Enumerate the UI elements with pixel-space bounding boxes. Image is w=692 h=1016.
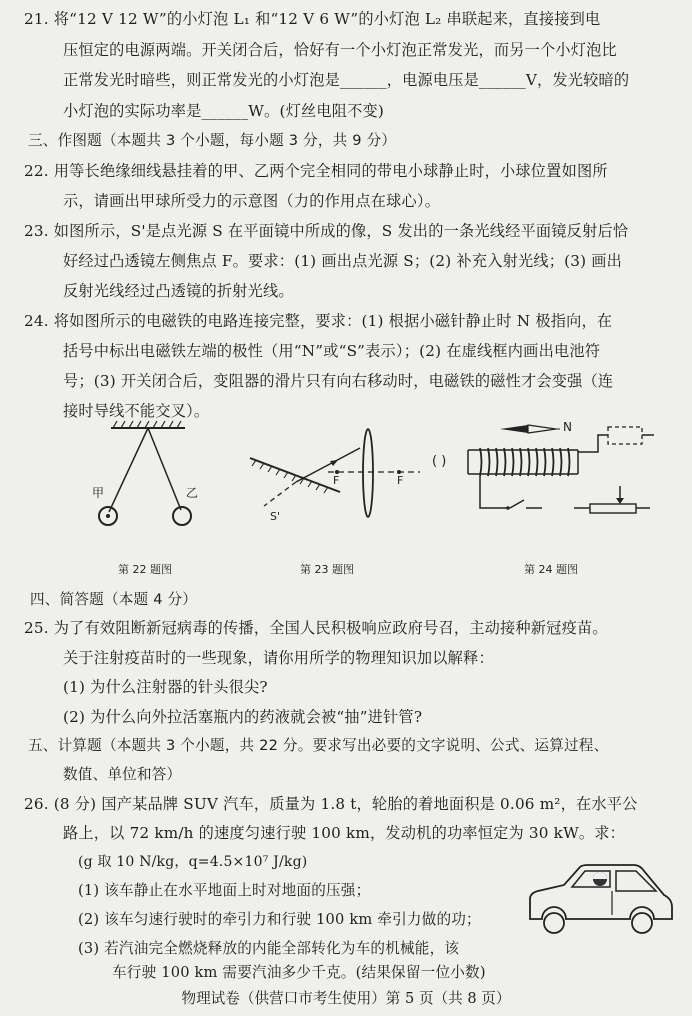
q26-sub-3-cont: 车行驶 100 km 需要汽油多少千克。(结果保留一位小数) xyxy=(112,964,486,981)
virtual-ray xyxy=(264,482,296,506)
q23-line-1: 23. 如图所示，S'是点光源 S 在平面镜中所成的像，S 发出的一条光线经平面镜反射后恰 xyxy=(24,222,629,240)
convex-lens xyxy=(363,429,373,517)
battery-box xyxy=(608,427,642,444)
car-window-rear xyxy=(616,871,656,891)
thread-left xyxy=(109,428,148,512)
q23-line-3: 反射光线经过凸透镜的折射光线。 xyxy=(63,282,294,300)
q25-sub-1: (1) 为什么注射器的针头很尖? xyxy=(63,678,268,696)
ball-jia-center xyxy=(106,514,110,518)
reflected-ray xyxy=(296,448,360,482)
q24-line-2: 括号中标出电磁铁左端的极性（用“N”或“S”表示）；(2) 在虚线框内画出电池符 xyxy=(63,342,601,360)
pole-bracket: ( ) xyxy=(432,454,447,469)
q21-line-1: 21. 将“12 V 12 W”的小灯泡 L₁ 和“12 V 6 W”的小灯泡 L₂ 串联起来，直接接到电 xyxy=(24,10,601,28)
q26-constants: (g 取 10 N/kg，q=4.5×10⁷ J/kg) xyxy=(78,854,308,870)
magnet-needle-dark xyxy=(500,425,528,433)
figure-23 xyxy=(242,420,422,530)
q21-line-2: 压恒定的电源两端。开关闭合后，恰好有一个小灯泡正常发光，而另一个小灯泡比 xyxy=(63,41,617,59)
car-illustration xyxy=(522,855,682,945)
ray-arrow xyxy=(330,460,338,466)
figure-24 xyxy=(460,420,660,530)
q26-line-2: 路上，以 72 km/h 的速度匀速行驶 100 km，发动机的功率恒定为 30 kW。求： xyxy=(63,824,626,842)
q25-line-1: 25. 为了有效阻断新冠病毒的传播，全国人民积极响应政府号召，主动接种新冠疫苗。 xyxy=(24,619,608,637)
wheel-front xyxy=(544,913,564,933)
label-s-prime: S' xyxy=(270,510,281,523)
wires xyxy=(480,435,654,508)
q26-sub-2: (2) 该车匀速行驶时的牵引力和行驶 100 km 牵引力做的功； xyxy=(78,911,481,928)
rheostat xyxy=(590,504,636,513)
switch-blade xyxy=(510,500,524,508)
section-5-heading-cont: 数值、单位和答） xyxy=(63,766,182,783)
section-4-heading: 四、简答题（本题 4 分） xyxy=(30,591,198,608)
ceiling-hatch xyxy=(113,421,181,428)
section-5-heading: 五、计算题（本题共 3 个小题，共 22 分。要求写出必要的文字说明、公式、运算过程、 xyxy=(28,737,609,754)
q24-line-3: 号；(3) 开关闭合后，变阻器的滑片只有向右移动时，电磁铁的磁性才会变强（连 xyxy=(63,372,614,390)
q25-sub-2: (2) 为什么向外拉活塞瓶内的药液就会被“抽”进针管? xyxy=(63,708,423,726)
caption-fig24: 第 24 题图 xyxy=(524,563,578,576)
slider-arrow xyxy=(616,498,624,504)
q22-line-2: 示，请画出甲球所受力的示意图（力的作用点在球心）。 xyxy=(63,192,441,210)
thread-right xyxy=(148,428,181,510)
q21-line-3: 正常发光时暗些，则正常发光的小灯泡是______，电源电压是______V，发光较暗的 xyxy=(63,71,630,89)
section-3-heading: 三、作图题（本题共 3 个小题，每小题 3 分，共 9 分） xyxy=(28,132,397,149)
q24-line-4: 接时导线不能交叉）。 xyxy=(63,402,210,420)
figure-22 xyxy=(95,420,215,540)
label-f-left: F xyxy=(333,474,340,487)
ball-yi xyxy=(173,507,191,525)
q26-sub-1: (1) 该车静止在水平地面上时对地面的压强； xyxy=(78,882,371,899)
driver-face xyxy=(593,872,607,879)
caption-fig22: 第 22 题图 xyxy=(118,563,172,576)
magnet-needle-light xyxy=(528,425,556,433)
q21-line-4: 小灯泡的实际功率是______W。(灯丝电阻不变) xyxy=(63,102,385,120)
q23-line-2: 好经过凸透镜左侧焦点 F。要求：(1) 画出点光源 S；(2) 补充入射光线；(3) 画出 xyxy=(63,252,623,270)
q25-line-2: 关于注射疫苗时的一些现象，请你用所学的物理知识加以解释： xyxy=(63,649,494,667)
wheel-rear xyxy=(632,913,652,933)
q26-line-1: 26. (8 分) 国产某品牌 SUV 汽车，质量为 1.8 t，轮胎的着地面积是 0.06 m²，在水平公 xyxy=(24,795,638,813)
label-n: N xyxy=(563,420,572,434)
label-jia: 甲 xyxy=(92,486,105,500)
coil-winding xyxy=(480,448,570,476)
label-yi: 乙 xyxy=(186,486,199,500)
q26-sub-3: (3) 若汽油完全燃烧释放的内能全部转化为车的机械能，该 xyxy=(78,940,460,957)
switch-contact xyxy=(506,506,510,510)
label-f-right: F xyxy=(397,474,404,487)
q24-line-1: 24. 将如图所示的电磁铁的电路连接完整，要求：(1) 根据小磁针静止时 N 极指向，在 xyxy=(24,312,613,330)
mirror-hatch xyxy=(252,460,328,493)
page-footer: 物理试卷（供营口市考生使用）第 5 页（共 8 页） xyxy=(181,990,511,1007)
q22-line-1: 22. 用等长绝缘细线悬挂着的甲、乙两个完全相同的带电小球静止时，小球位置如图所 xyxy=(24,162,608,180)
caption-fig23: 第 23 题图 xyxy=(300,563,354,576)
